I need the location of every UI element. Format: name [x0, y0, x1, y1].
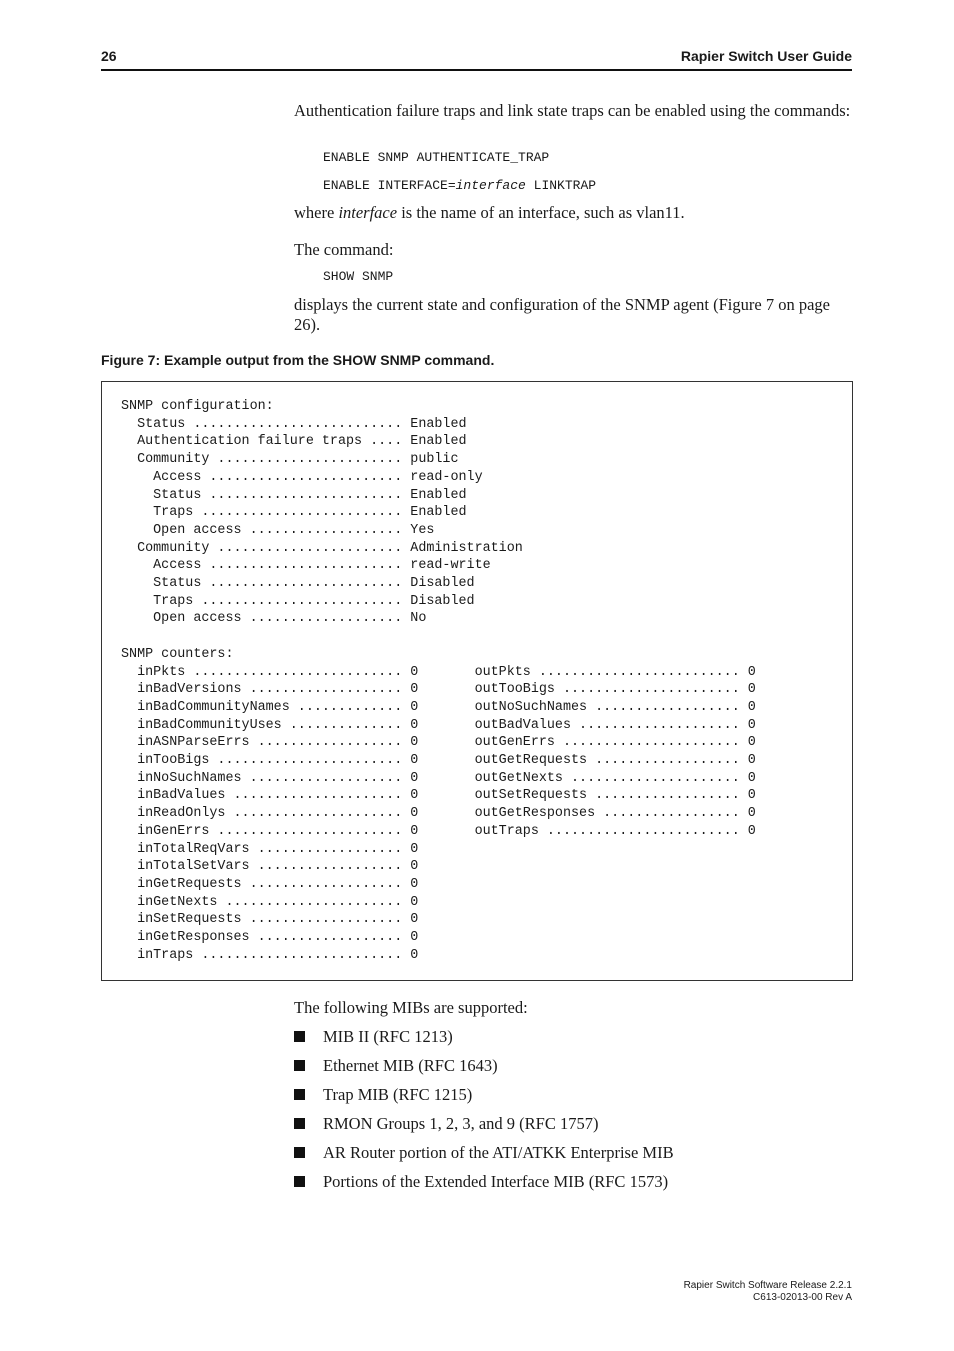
- mib-item-label: Trap MIB (RFC 1215): [323, 1085, 473, 1104]
- where-paragraph: [294, 203, 854, 223]
- mib-item-label: Portions of the Extended Interface MIB (RFC 1573): [323, 1172, 669, 1191]
- show-snmp-description: displays the current state and configuration of the SNMP agent (Figure 7 on page 26).: [294, 295, 830, 334]
- page-footer: [684, 1280, 852, 1304]
- figure-output-box: [101, 381, 853, 981]
- intro-paragraph: Authentication failure traps and link state traps can be enabled using the commands:: [294, 101, 851, 120]
- mibs-intro: The following MIBs are supported:: [294, 998, 528, 1017]
- page-header: [101, 47, 852, 71]
- mib-item-label: RMON Groups 1, 2, 3, and 9 (RFC 1757): [323, 1114, 599, 1133]
- bullet-icon: [294, 1176, 305, 1187]
- bullet-icon: [294, 1031, 305, 1042]
- where-italic: interface: [338, 203, 398, 222]
- bullet-icon: [294, 1089, 305, 1100]
- command-intro: The command:: [294, 240, 394, 259]
- command-enable-interface-linktrap: [323, 178, 596, 194]
- bullet-icon: [294, 1118, 305, 1129]
- command-show-snmp: SHOW SNMP: [323, 269, 394, 284]
- figure-caption: Figure 7: Example output from the SHOW SNMP command.: [101, 352, 495, 368]
- bullet-icon: [294, 1060, 305, 1071]
- mib-item-label: MIB II (RFC 1213): [323, 1027, 453, 1046]
- mib-item-label: Ethernet MIB (RFC 1643): [323, 1056, 498, 1075]
- footer-release: Rapier Switch Software Release 2.2.1: [683, 1280, 852, 1291]
- footer-doc-number: C613-02013-00 Rev A: [753, 1292, 852, 1303]
- command-enable-snmp-authenticate-trap: ENABLE SNMP AUTHENTICATE_TRAP: [323, 150, 550, 165]
- snmp-output: SNMP configuration: Status .......................... Enabled Authentication failure traps .... Enabled Community ....................... public Access ........................ read-only Status ........................ Enabled Traps ......................... Enabled Open access ................... Yes Community ....................... Administration Access ........................ read-write Status ........................ Disabled Traps ......................... Disabled Open access ................... No SNMP counters: inPkts .......................... 0 outPkts ......................... 0 inBadVersions ................... 0 outTooBigs ...................... 0 inBadCommunityNames ............. 0 outNoSuchNames .................. 0 inBadCommunityUses .............. 0 outBadValues .................... 0 inASNParseErrs .................. 0 outGenErrs ...................... 0 inTooBigs ....................... 0 outGetRequests .................. 0 inNoSuchNames ................... 0 outGetNexts ..................... 0 inBadValues ..................... 0 outSetRequests .................. 0 inReadOnlys ..................... 0 outGetResponses ................. 0 inGenErrs ....................... 0 outTraps ........................ 0 inTotalReqVars .................. 0 inTotalSetVars .................. 0 inGetRequests ................... 0 inGetNexts ...................... 0 inSetRequests ................... 0 inGetResponses .................. 0 inTraps ......................... 0: [121, 399, 756, 963]
- bullet-icon: [294, 1147, 305, 1158]
- command-suffix: LINKTRAP: [525, 178, 597, 193]
- command-prefix: ENABLE INTERFACE=: [323, 178, 456, 193]
- where-suffix: is the name of an interface, such as vlan11.: [397, 203, 685, 222]
- guide-title: Rapier Switch User Guide: [680, 48, 852, 64]
- page-number: 26: [101, 48, 117, 64]
- command-param-interface: interface: [455, 178, 526, 193]
- mib-item-label: AR Router portion of the ATI/ATKK Enterprise MIB: [323, 1143, 674, 1162]
- where-prefix: where: [294, 203, 339, 222]
